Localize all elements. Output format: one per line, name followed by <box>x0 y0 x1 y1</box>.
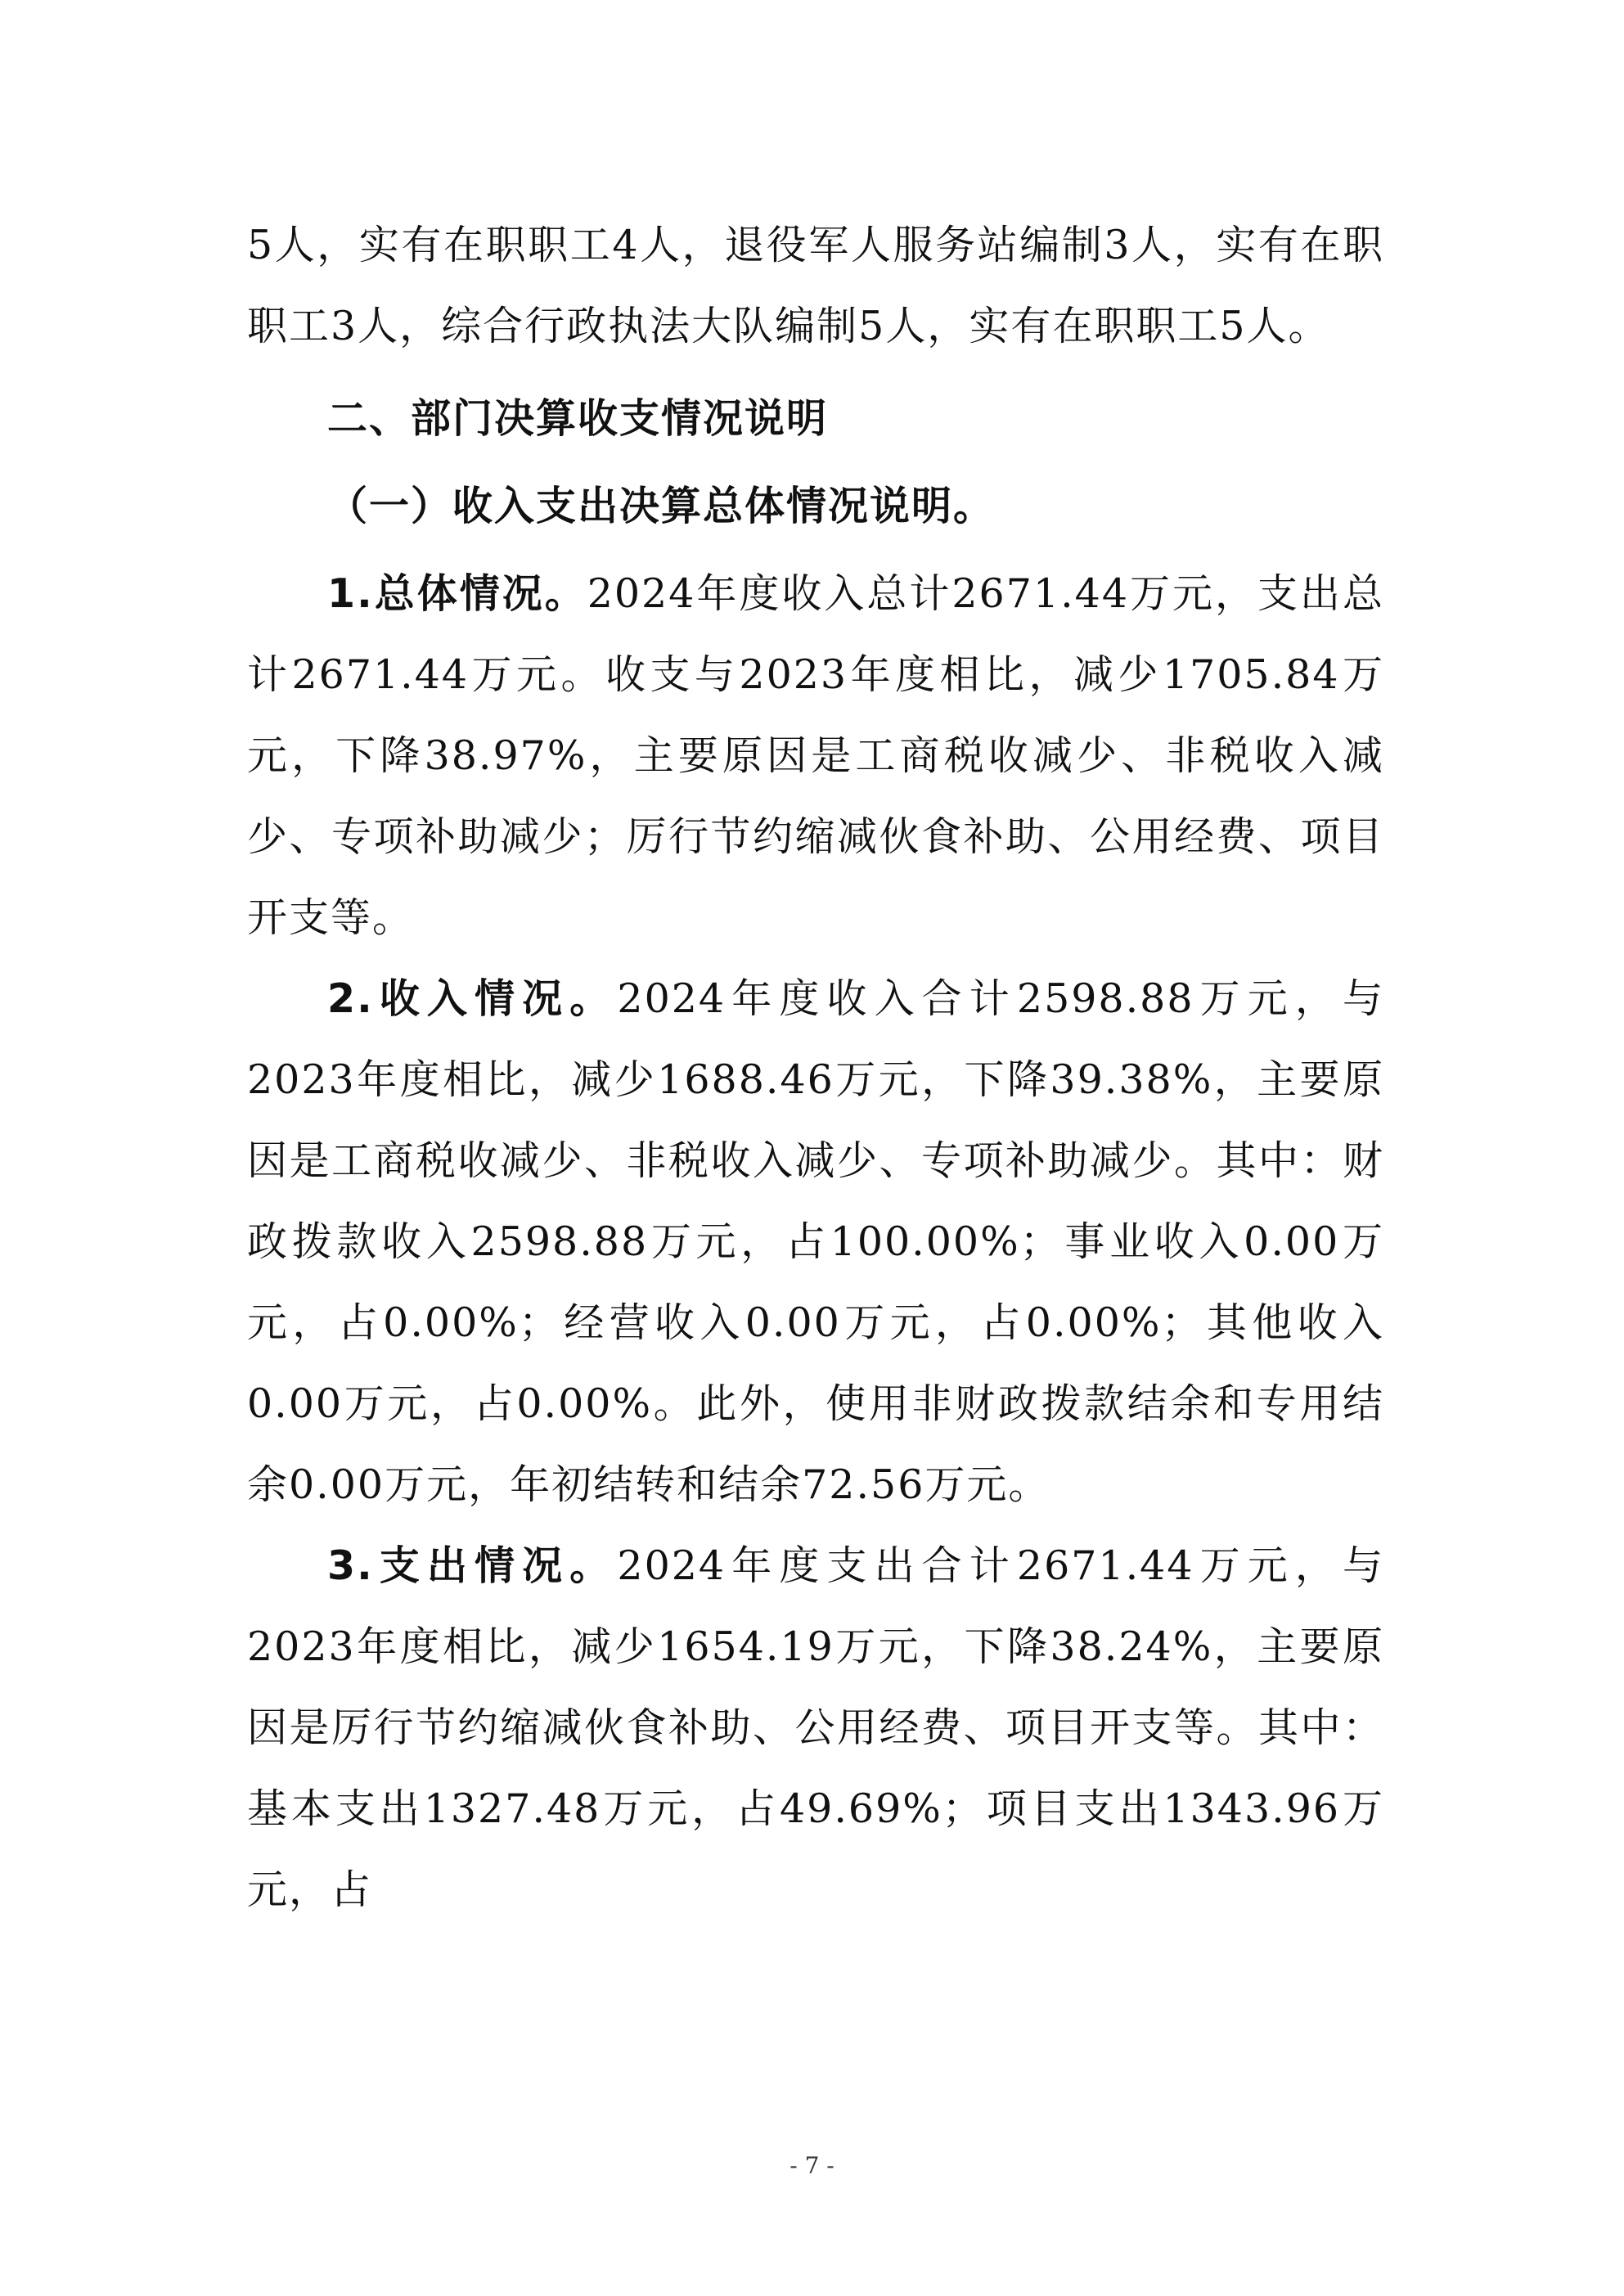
paragraph-text: 2024年度收入合计2598.88万元，与2023年度相比，减少1688.46万元，下降39.38%，主要原因是工商税收减少、非税收入减少、专项补助减少。其中：财政拨款收入2598.88万元，占100.00%；事业收入0.00万元，占0.00%；经营收入0.00万元，占0.00%；其他收入0.00万元，占0.00%。此外，使用非财政拨款结余和专用结余0.00万元，年初结转和结余72.56万元。 <box>247 975 1384 1508</box>
paragraph-text: 2024年度收入总计2671.44万元，支出总计2671.44万元。收支与2023年度相比，减少1705.84万元，下降38.97%，主要原因是工商税收减少、非税收入减少、专项补助减少；厉行节约缩减伙食补助、公用经费、项目开支等。 <box>247 570 1384 941</box>
page-number: - 7 - <box>790 2152 834 2179</box>
section-heading: 二、部门决算收支情况说明 <box>327 395 829 442</box>
paragraph-text: 2024年度支出合计2671.44万元，与2023年度相比，减少1654.19万元，下降38.24%，主要原因是厉行节约缩减伙食补助、公用经费、项目开支等。其中：基本支出1327.48万元，占49.69%；项目支出1343.96万元，占 <box>247 1542 1384 1913</box>
paragraph-lead: 1.总体情况。 <box>327 570 587 617</box>
paragraph-income <box>247 958 1384 1525</box>
subsection-heading: （一）收入支出决算总体情况说明。 <box>327 482 996 529</box>
paragraph-expenditure <box>247 1525 1384 1930</box>
continuation-paragraph: 5人，实有在职职工4人，退役军人服务站编制3人，实有在职职工3人，综合行政执法大队编制5人，实有在职职工5人。 <box>247 222 1384 349</box>
paragraph-lead: 2.收入情况。 <box>327 975 618 1022</box>
document-body <box>247 205 1384 1930</box>
paragraph-lead: 3.支出情况。 <box>327 1542 618 1589</box>
paragraph-overall <box>247 553 1384 958</box>
